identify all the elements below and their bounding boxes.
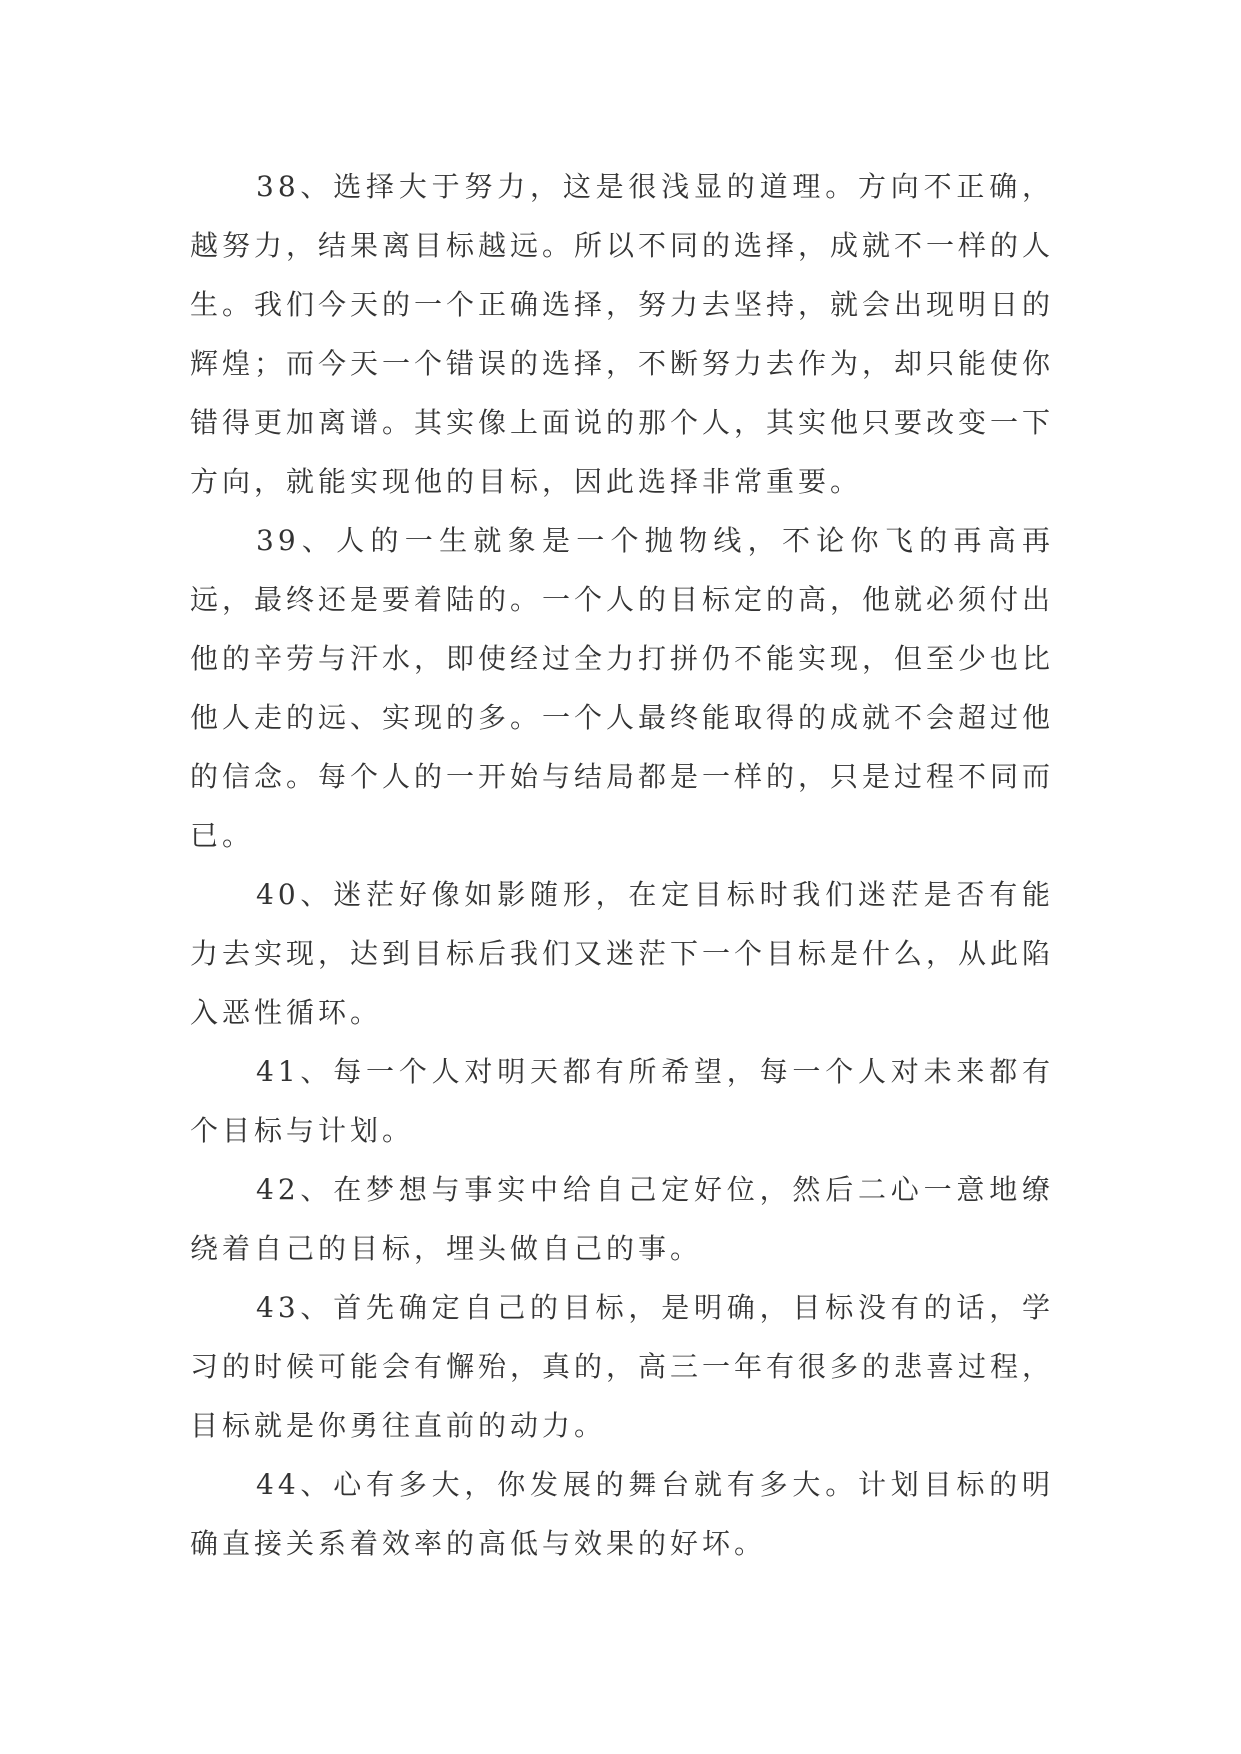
paragraph-38: 38、选择大于努力，这是很浅显的道理。方向不正确，越努力，结果离目标越远。所以不同的选择，成就不一样的人生。我们今天的一个正确选择，努力去坚持，就会出现明日的辉煌；而今天一个错误的选择，不断努力去作为，却只能使你错得更加离谱。其实像上面说的那个人，其实他只要改变一下方向，就能实现他的目标，因此选择非常重要。 bbox=[190, 170, 1055, 498]
paragraph-41: 41、每一个人对明天都有所希望，每一个人对未来都有个目标与计划。 bbox=[190, 1055, 1054, 1147]
paragraph-42: 42、在梦想与事实中给自己定好位，然后二心一意地缭绕着自己的目标，埋头做自己的事。 bbox=[190, 1173, 1054, 1265]
paragraph-40: 40、迷茫好像如影随形，在定目标时我们迷茫是否有能力去实现，达到目标后我们又迷茫下一个目标是什么，从此陷入恶性循环。 bbox=[190, 878, 1055, 1029]
document-body bbox=[190, 157, 1054, 1573]
paragraph-44: 44、心有多大，你发展的舞台就有多大。计划目标的明确直接关系着效率的高低与效果的好坏。 bbox=[190, 1468, 1054, 1560]
paragraph-39: 39、人的一生就象是一个抛物线，不论你飞的再高再远，最终还是要着陆的。一个人的目标定的高，他就必须付出他的辛劳与汗水，即使经过全力打拼仍不能实现，但至少也比他人走的远、实现的多。一个人最终能取得的成就不会超过他的信念。每个人的一开始与结局都是一样的，只是过程不同而已。 bbox=[190, 524, 1055, 852]
paragraph-43: 43、首先确定自己的目标，是明确，目标没有的话，学习的时候可能会有懈殆，真的，高三一年有很多的悲喜过程，目标就是你勇往直前的动力。 bbox=[190, 1291, 1055, 1442]
